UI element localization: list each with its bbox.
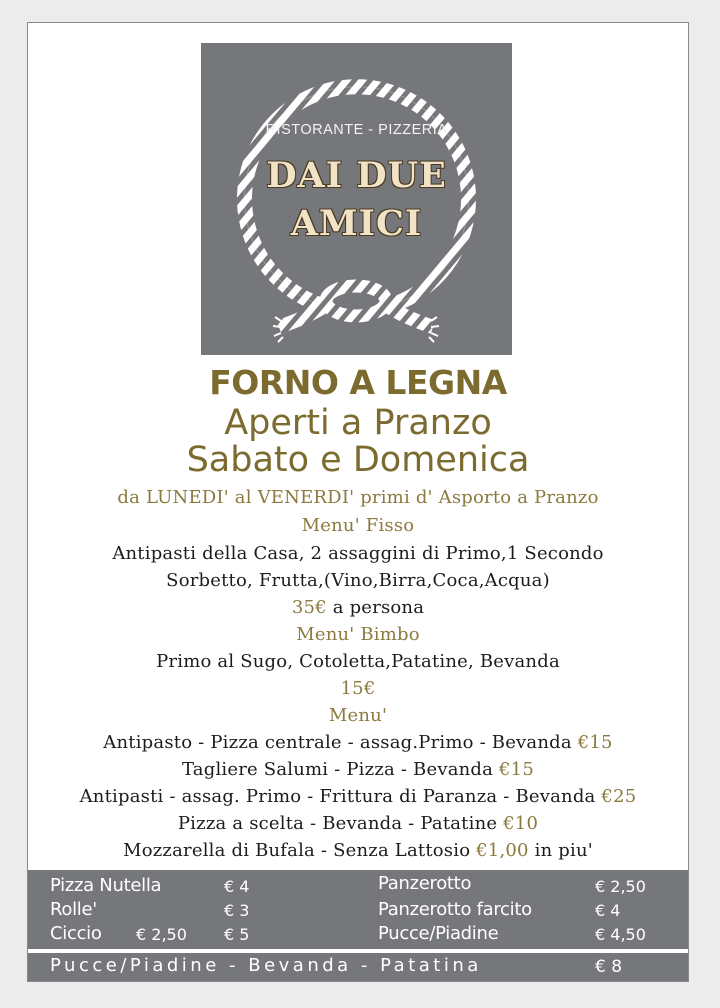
menu-item-text: Mozzarella di Bufala - Senza Lattosio (123, 840, 477, 861)
price-item-price: € 4 (595, 901, 621, 920)
price-item-price: € 5 (224, 925, 250, 944)
menu-item (28, 840, 688, 861)
menu-item-price: €1,00 (476, 840, 529, 861)
price-item-name: Rolle' (50, 899, 97, 920)
price-item-name: Pucce/Piadine (378, 923, 499, 944)
menu-item-price: €15 (499, 759, 534, 780)
menu-item (28, 813, 688, 834)
menu-item (28, 786, 688, 807)
menu-item-suffix: in piu' (528, 840, 593, 861)
logo-subtitle: RISTORANTE - PIZZERIA (265, 122, 448, 138)
menu-item (28, 732, 688, 753)
price-item-price: € 3 (224, 901, 250, 920)
menu-bimbo-price: 15€ (340, 678, 376, 699)
restaurant-logo (201, 43, 512, 355)
menu-item (28, 759, 688, 780)
menu-title: Menu' (328, 705, 388, 726)
logo-name-line2: AMICI (290, 203, 423, 244)
menu-item-text: Pizza a scelta - Bevanda - Patatine (177, 813, 504, 834)
price-item-price: € 2,50 (595, 877, 646, 896)
price-list-band (28, 870, 688, 949)
menu-fisso-line2: Sorbetto, Frutta,(Vino,Birra,Coca,Acqua) (166, 570, 550, 591)
footer-price: € 8 (595, 957, 623, 977)
menu-item-price: €25 (601, 786, 637, 807)
menu-fisso-price-line (28, 597, 688, 618)
footer-band (28, 953, 688, 981)
menu-item-price: €15 (577, 732, 613, 753)
price-item-name: Panzerotto (378, 873, 472, 894)
price-item-price: € 4,50 (595, 925, 646, 944)
menu-bimbo-line: Primo al Sugo, Cotoletta,Patatine, Bevanda (156, 651, 560, 672)
menu-poster (27, 22, 689, 982)
menu-bimbo-title: Menu' Bimbo (296, 624, 420, 645)
logo-name-line1: DAI DUE (266, 155, 447, 196)
menu-item-text: Antipasti - assag. Primo - Frittura di Paranza - Bevanda (79, 786, 602, 807)
menu-fisso-title: Menu' Fisso (301, 515, 415, 536)
rope-wreath-icon (201, 43, 512, 355)
menu-item-price: €10 (503, 813, 539, 834)
price-item-name: Ciccio (50, 923, 102, 944)
headline-line3: Sabato e Domenica (186, 440, 530, 480)
price-item-price: € 4 (224, 877, 250, 896)
menu-fisso-line1: Antipasti della Casa, 2 assaggini di Primo,1 Secondo (112, 543, 604, 564)
menu-fisso-price-suffix: a persona (326, 597, 425, 618)
weekday-note: da LUNEDI' al VENERDI' primi d' Asporto a Pranzo (117, 487, 599, 508)
headline-title: FORNO A LEGNA (209, 363, 507, 402)
price-item-price-alt: € 2,50 (136, 925, 187, 944)
price-item-name: Panzerotto farcito (378, 899, 532, 920)
headline-line2: Aperti a Pranzo (224, 403, 492, 443)
menu-fisso-price: 35€ (291, 597, 327, 618)
price-item-name: Pizza Nutella (50, 875, 162, 896)
footer-offer: Pucce/Piadine - Bevanda - Patatina (50, 955, 482, 976)
menu-item-text: Tagliere Salumi - Pizza - Bevanda (182, 759, 500, 780)
menu-item-text: Antipasto - Pizza centrale - assag.Primo - Bevanda (103, 732, 578, 753)
